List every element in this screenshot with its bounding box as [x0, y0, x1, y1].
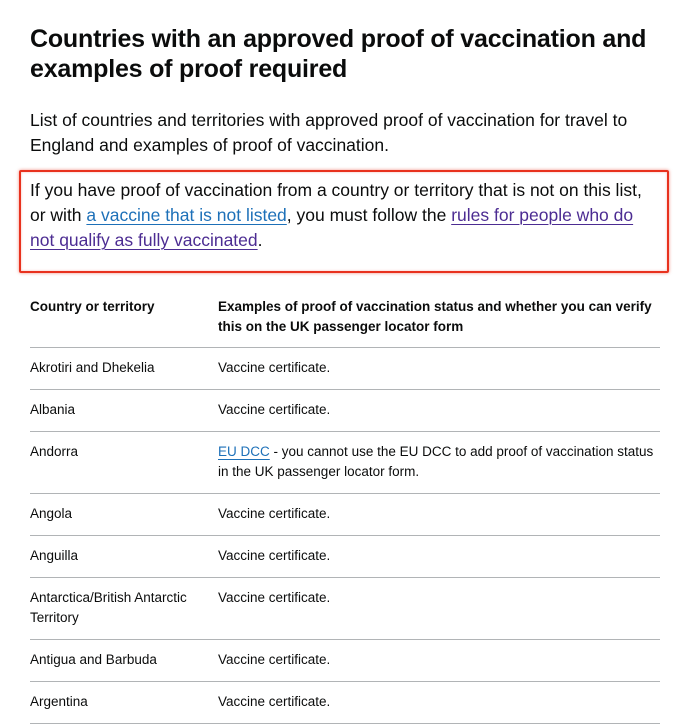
header-country: Country or territory — [30, 289, 218, 348]
table-row — [30, 390, 660, 432]
table-row — [30, 348, 660, 390]
content — [30, 24, 660, 724]
country-cell: Antigua and Barbuda — [30, 640, 218, 682]
notice-text-2: , you must follow the — [286, 205, 452, 225]
proof-text: - you cannot use the EU DCC to add proof of vaccination status in the UK passenger locator form. — [218, 444, 654, 479]
notice-text-3: . — [257, 230, 263, 250]
not-fully-vaccinated-rules-link[interactable]: rules for people who do not qualify as fully vaccinated — [30, 205, 634, 250]
country-cell: Andorra — [30, 432, 218, 494]
proof-cell: Vaccine certificate. — [218, 578, 660, 640]
country-cell: Albania — [30, 390, 218, 432]
country-cell: Akrotiri and Dhekelia — [30, 348, 218, 390]
proof-cell: Vaccine certificate. — [218, 682, 660, 724]
table-header-row — [30, 289, 660, 348]
table-row — [30, 578, 660, 640]
table-row — [30, 640, 660, 682]
proof-cell: Vaccine certificate. — [218, 494, 660, 536]
proof-cell: Vaccine certificate. — [218, 390, 660, 432]
table-row — [30, 536, 660, 578]
country-cell: Argentina — [30, 682, 218, 724]
country-cell: Antarctica/British Antarctic Territory — [30, 578, 218, 640]
country-cell: Angola — [30, 494, 218, 536]
lead-paragraph: List of countries and territories with approved proof of vaccination for travel to England and examples of proof of vaccination. — [30, 110, 628, 155]
table-row — [30, 682, 660, 724]
proof-cell: Vaccine certificate. — [218, 640, 660, 682]
proof-cell: Vaccine certificate. — [218, 536, 660, 578]
highlighted-notice — [30, 178, 660, 253]
header-examples: Examples of proof of vaccination status and whether you can verify this on the UK passenger locator form — [218, 289, 660, 348]
proof-cell — [218, 432, 660, 494]
unlisted-vaccine-link[interactable]: a vaccine that is not listed — [86, 205, 287, 225]
notice-text-1: If you have proof of vaccination from a country or territory that is not on this list, or with — [30, 180, 642, 225]
country-cell: Anguilla — [30, 536, 218, 578]
eu-dcc-link[interactable]: EU DCC — [218, 444, 270, 459]
countries-table — [30, 289, 660, 724]
page-title: Countries with an approved proof of vaccination and examples of proof required — [30, 25, 647, 83]
table-row — [30, 432, 660, 494]
proof-cell: Vaccine certificate. — [218, 348, 660, 390]
table-row — [30, 494, 660, 536]
